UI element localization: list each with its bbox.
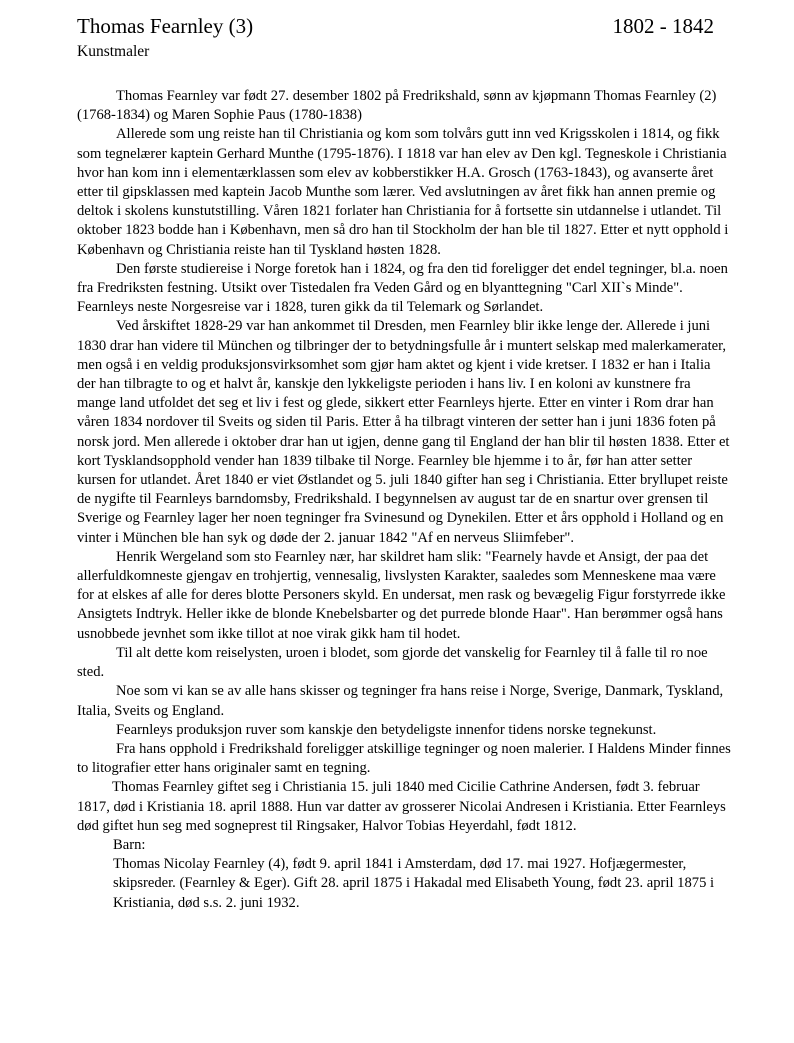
paragraph-fredrikshald: Fra hans opphold i Fredrikshald foreligger atskillige tegninger og noen malerier. I Haldens Minder finnes to litografier etter hans originaler samt en tegning. [77,740,731,777]
paragraph-birth: Thomas Fearnley var født 27. desember 1802 på Fredrikshald, sønn av kjøpmann Thomas Fearnley (2) (1768-1834) og Maren Sophie Paus (1780-1838) [77,88,717,124]
paragraph-first-study-trip: Den første studiereise i Norge foretok han i 1824, og fra den tid foreligger det endel tegninger, bl.a. noen fra Fredriksten festning. Utsikt over Tistedalen fra Veden Gård og en blyanttegning "Carl XII`s Minde". Fearnleys neste Norgesreise var i 1828, turen gikk da til Telemark og Sørlandet. [77,260,728,316]
paragraph-marriage: Thomas Fearnley giftet seg i Christiania 15. juli 1840 med Cicilie Cathrine Andersen, født 3. februar 1817, død i Kristiania 18. april 1888. Hun var datter av grosserer Nicolai Andresen i Kristiania. Etter Fearnleys død giftet hun seg med sogneprest til Ringsaker, Halvor Tobias Heyerdahl, født 1812. [77,779,726,834]
document-body [77,87,732,913]
person-name: Thomas Fearnley (3) [77,14,254,38]
occupation: Kunstmaler [77,43,150,60]
paragraph-restlessness: Til alt dette kom reiselysten, uroen i blodet, som gjorde det vanskelig for Fearnley til å falle til ro noe sted. [77,644,708,681]
paragraph-sketches: Noe som vi kan se av alle hans skisser og tegninger fra hans reise i Norge, Sverige, Danmark, Tyskland, Italia, Sveits og England. [77,683,724,719]
paragraph-education: Allerede som ung reiste han til Christiania og kom som tolvårs gutt inn ved Krigsskolen i 1814, og fikk som tegnelærer kaptein Gerhard Munthe (1795-1876). I 1818 var han elev av Den kgl. Tegneskole i Christiania hvor han kom inn i elementærklassen som elev av kobberstikker H.A. Grosch (1763-1843), og avanserte året etter til gipsklassen med kaptein Jacob Munthe som lærer. Ved avslutningen av året fikk han annen premie og deltok i skolens kunstutstilling. Våren 1821 forlater han Christiania for å fortsette sin utdannelse i utlandet. Til oktober 1823 bodde han i København, men så dro han til Stockholm der han ble til 1827. Etter et nytt opphold i København og Christiania reiste han til Tyskland høsten 1828. [77,126,729,258]
paragraph-wergeland: Henrik Wergeland som sto Fearnley nær, har skildret ham slik: "Fearnely havde et Ansigt, der paa det allerfuldkomneste gjengav en trohjertig, vennesalig, livslysten Karakter, saaledes som Menneskene maa være for at elskes af alle for deres blotte Personers skyld. En undersat, men rask og bevægelig Figur forstyrrede ikke Ansigtets Indtryk. Heller ikke de blonde Knebelsbarter og det purrede blonde Haar". Han berømmer også hans usnobbede jevnhet som ikke tillot at noe virak gikk ham til hodet. [77,548,726,642]
child-entry: Thomas Nicolay Fearnley (4), født 9. april 1841 i Amsterdam, død 17. mai 1927. Hofjægermester, skipsreder. (Fearnley & Eger). Gift 28. april 1875 i Hakadal med Elisabeth Young, født 23. april 1875 i Kristiania, død s.s. 2. juni 1932. [113,856,715,911]
paragraph-travels: Ved årskiftet 1828-29 var han ankommet til Dresden, men Fearnley blir ikke lenge der. Allerede i juni 1830 drar han videre til München og tilbringer der to betydningsfulle år i muntert selskap med malerkamerater, men også i en veldig produksjonsvirksomhet som gjør ham aktet og kjent i vide kretser. I 1832 er han i Italia der han tilbragte to og et halvt år, kanskje den lykkeligste perioden i hans liv. I en koloni av kunstnere fra mange land utfoldet det seg et liv i fest og glede, sikkert etter Fearnleys hjerte. Etter en vinter i Rom drar han våren 1834 nordover til Sveits og siden til Paris. Etter å ha tilbragt vinteren der setter han i juni 1836 foten på norsk jord. Men allerede i oktober drar han ut igjen, denne gang til England der han blir til høsten 1838. Etter et kort Tysklandsopphold vender han 1839 tilbake til Norge. Fearnley ble hjemme i to år, før han atter setter kursen for utlandet. Året 1840 er viet Østlandet og 5. juli 1840 gifter han seg i Christiania. Etter bryllupet reiste de nygifte til Fearnleys barndomsby, Fredrikshald. I begynnelsen av august tar de en snartur over grensen til Sverige og Fearnley lager her noen tegninger fra Svinesund og Dynekilen. Etter et års opphold i Holland og en vinter i München ble han syk og døde der 2. januar 1842 "Af en nerveus Sliimfeber". [77,318,730,546]
paragraph-production: Fearnleys produksjon ruver som kanskje den betydeligste innenfor tidens norske tegnekunst. [116,721,657,738]
children-label: Barn: [113,836,146,853]
life-years: 1802 - 1842 [612,14,714,38]
